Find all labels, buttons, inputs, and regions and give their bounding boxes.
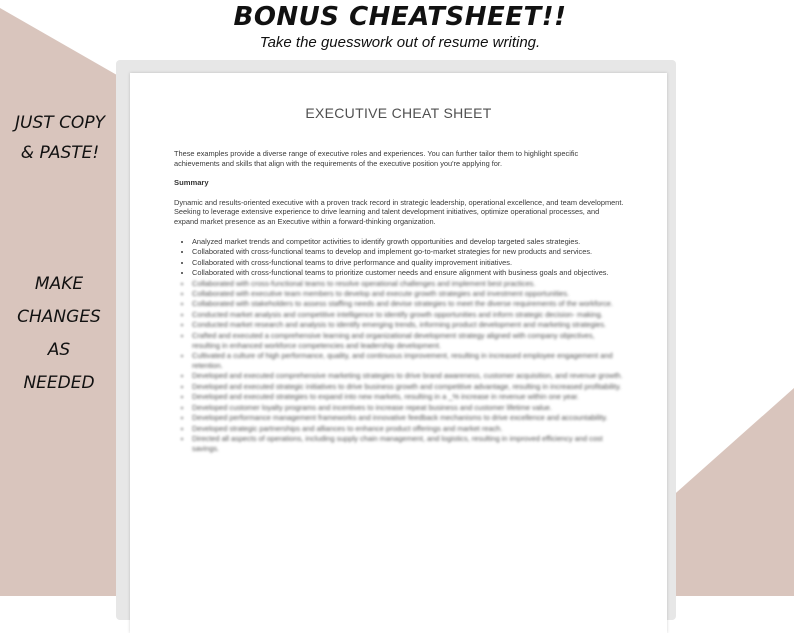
list-item: • Collaborated with cross-functional teams to drive performance and quality improvement initiatives. xyxy=(192,258,624,268)
document-title: EXECUTIVE CHEAT SHEET xyxy=(305,105,492,121)
tagline: Take the guesswork out of resume writing. xyxy=(259,34,541,51)
list-item: • Crafted and executed a comprehensive learning and organizational development strategy aligned with company objectives, resulting in enhanced workforce competencies and leadership development. xyxy=(192,331,624,350)
list-item: • Developed customer loyalty programs and incentives to increase repeat business and customer lifetime value. xyxy=(192,403,624,413)
list-item: • Developed strategic partnerships and alliances to enhance product offerings and market reach. xyxy=(192,424,624,434)
note-copy-paste xyxy=(0,108,120,168)
list-item: • Developed and executed strategies to expand into new markets, resulting in a _% increase in revenue within one year. xyxy=(192,392,624,402)
summary-text: Dynamic and results-oriented executive with a proven track record in strategic leadership, operational excellence, and team development. Seeking to leverage extensive experience to drive learning and talent development initiatives, optimize operational processes, and expand market presence as an Executive within a forward-thinking organization. xyxy=(174,197,624,226)
list-item: • Developed performance management frameworks and innovative feedback mechanisms to drive excellence and accountability. xyxy=(192,413,624,423)
summary-heading: Summary xyxy=(174,178,209,188)
bullet-list xyxy=(174,237,624,454)
headline: BONUS CHEATSHEET!! xyxy=(233,2,567,32)
note-line: MAKE xyxy=(34,274,84,294)
list-item: • Conducted market analysis and competitive intelligence to identify growth opportunities and inform strategic decision- making. xyxy=(192,310,624,320)
list-item: • Developed and executed comprehensive marketing strategies to drive brand awareness, customer acquisition, and revenue growth. xyxy=(192,371,624,381)
note-line: AS xyxy=(47,340,71,360)
note-line: NEEDED xyxy=(23,373,95,393)
document-body xyxy=(174,149,624,454)
list-item: • Conducted market research and analysis to identify emerging trends, informing product development and marketing strategies. xyxy=(192,320,624,330)
note-make-changes xyxy=(0,268,118,400)
list-item: • Directed all aspects of operations, including supply chain management, and logistics, resulting in improved efficiency and cost savings. xyxy=(192,434,624,453)
note-line: CHANGES xyxy=(17,307,101,327)
list-item: • Collaborated with cross-functional teams to prioritize customer needs and ensure alignment with business goals and objectives. xyxy=(192,268,624,278)
list-item: • Analyzed market trends and competitor activities to identify growth opportunities and develop targeted sales strategies. xyxy=(192,237,624,247)
list-item: • Developed and executed strategic initiatives to drive business growth and competitive advantage, resulting in increased profitability. xyxy=(192,382,624,392)
list-item: • Collaborated with stakeholders to assess staffing needs and devise strategies to meet the diverse requirements of the workforce. xyxy=(192,299,624,309)
list-item: • Cultivated a culture of high performance, quality, and continuous improvement, resulting in increased employee engagement and retention. xyxy=(192,351,624,370)
document-page xyxy=(130,73,667,633)
note-line: & PASTE! xyxy=(20,143,100,163)
list-item: • Collaborated with executive team members to develop and execute growth strategies and investment opportunities. xyxy=(192,289,624,299)
list-item: • Collaborated with cross-functional teams to resolve operational challenges and implement best practices. xyxy=(192,279,624,289)
note-line: JUST COPY xyxy=(15,113,105,133)
list-item: • Collaborated with cross-functional teams to develop and implement go-to-market strategies for new products and services. xyxy=(192,247,624,257)
document-intro: These examples provide a diverse range of executive roles and experiences. You can further tailor them to highlight specific achievements and skills that align with the requirements of the executive position you're applying for. xyxy=(174,149,579,168)
